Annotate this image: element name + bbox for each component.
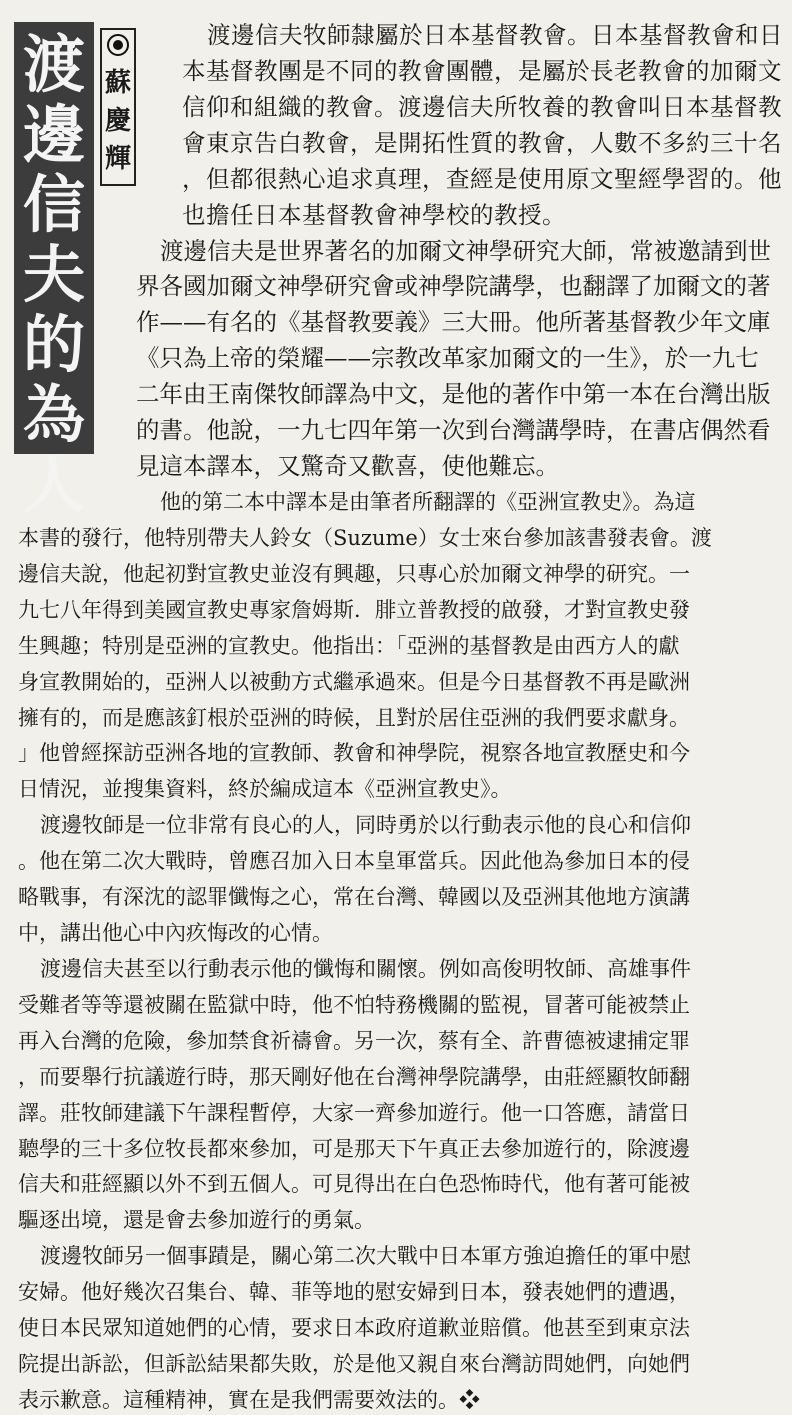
text-line: 渡邊信夫是世界著名的加爾文神學研究大師，常被邀請到世 — [160, 236, 771, 265]
text-line: 受難者等等還被關在監獄中時，他不怕特務機關的監視，冒著可能被禁止 — [18, 992, 690, 1017]
text-line: 聽學的三十多位牧長都來參加，可是那天下午真正去參加遊行的，除渡邊 — [18, 1136, 690, 1161]
title-char: 為 — [22, 378, 85, 451]
text-line: 界各國加爾文神學研究會或神學院講學，也翻譯了加爾文的著 — [136, 272, 771, 301]
quote-line: 擁有的，而是應該釘根於亞洲的時候，且對於居住亞洲的我們要求獻身。 — [18, 705, 690, 730]
text-line: 本書的發行，他特別帶夫人鈴女（Suzume）女士來台參加該書發表會。渡 — [18, 525, 712, 550]
text-line: 見這本譯本，又驚奇又歡喜，使他難忘。 — [136, 452, 559, 481]
text-line: ，而要舉行抗議遊行時，那天剛好他在台灣神學院講學，由莊經顯牧師翻 — [18, 1064, 690, 1089]
text-line: 渡邊牧師另一個事蹟是，關心第二次大戰中日本軍方強迫擔任的軍中慰 — [40, 1244, 691, 1269]
text-line: 生興趣；特別是亞洲的宣教史。他指出：「亞洲的基督教是由西方人的獻 — [18, 633, 680, 658]
text-line: 中，講出他心中內疚悔改的心情。 — [18, 921, 333, 946]
text-line: 也擔任日本基督教會神學校的教授。 — [182, 200, 566, 229]
text-line: 渡邊信夫甚至以行動表示他的懺悔和關懷。例如高俊明牧師、高雄事件 — [40, 956, 691, 981]
text-line: 信夫和莊經顯以外不到五個人。可見得出在白色恐怖時代，他有著可能被 — [18, 1172, 690, 1197]
text-line: 安婦。他好幾次召集台、韓、菲等地的慰安婦到日本，發表她們的遭遇， — [18, 1280, 690, 1305]
text-line: 的書。他說，一九七四年第一次到台灣講學時，在書店偶然看 — [136, 416, 771, 445]
text-line: 渡邊牧師是一位非常有良心的人，同時勇於以行動表示他的良心和信仰 — [40, 813, 691, 838]
title-char: 信 — [22, 168, 85, 241]
text-line: 九七八年得到美國宣教史專家詹姆斯．腓立普教授的啟發，才對宣教史發 — [18, 597, 690, 622]
text-line: 渡邊信夫牧師隸屬於日本基督教會。日本基督教會和日 — [207, 21, 783, 49]
text-line: 邊信夫說，他起初對宣教史並沒有興趣，只專心於加爾文神學的研究。一 — [18, 561, 690, 586]
text-line: 院提出訴訟，但訴訟結果都失敗，於是他又親自來台灣訪問她們，向她們 — [18, 1352, 690, 1377]
text-line: 略戰事，有深沈的認罪懺悔之心，常在台灣、韓國以及亞洲其他地方演講 — [18, 885, 690, 910]
text-line: 驅逐出境，還是會去參加遊行的勇氣。 — [18, 1208, 375, 1233]
title-char: 人 — [22, 448, 85, 521]
title-char: 邊 — [22, 98, 85, 171]
article-title — [14, 22, 94, 521]
title-char: 的 — [22, 308, 85, 381]
bullseye-icon — [107, 34, 129, 56]
text-line: 使日本民眾知道她們的心情，要求日本政府道歉並賠償。他甚至到東京法 — [18, 1316, 690, 1341]
title-char: 夫 — [22, 238, 85, 311]
text-line: 《只為上帝的榮耀——宗教改革家加爾文的一生》，於一九七 — [136, 344, 759, 373]
text-line: 日情況，並搜集資料，終於編成這本《亞洲宣教史》。 — [18, 777, 512, 802]
text-line: 作——有名的《基督教要義》三大冊。他所著基督教少年文庫 — [136, 308, 771, 337]
quote-line: 身宣教開始的，亞洲人以被動方式繼承過來。但是今日基督教不再是歐洲 — [18, 669, 690, 694]
text-line: 表示歉意。這種精神，實在是我們需要效法的。❖ — [18, 1388, 480, 1412]
text-line: 」他曾經探訪亞洲各地的宣教師、教會和神學院，視察各地宣教歷史和今 — [18, 741, 690, 766]
text-line: 本基督教團是不同的教會團體，是屬於長老教會的加爾文 — [182, 56, 782, 85]
text-line: 再入台灣的危險，參加禁食祈禱會。另一次，蔡有全、許曹德被逮捕定罪 — [18, 1028, 690, 1053]
author-byline — [100, 28, 136, 186]
title-char: 渡 — [22, 28, 85, 101]
text-line: 二年由王南傑牧師譯為中文，是他的著作中第一本在台灣出版 — [136, 380, 771, 409]
author-char: 慶 — [104, 106, 131, 136]
text-line: 譯。莊牧師建議下午課程暫停，大家一齊參加遊行。他一口答應，請當日 — [18, 1100, 690, 1125]
author-char: 蘇 — [104, 68, 131, 98]
text-line: 他的第二本中譯本是由筆者所翻譯的《亞洲宣教史》。為這 — [160, 489, 696, 514]
text-line: 。他在第二次大戰時，曾應召加入日本皇軍當兵。因此他為參加日本的侵 — [18, 849, 690, 874]
author-char: 輝 — [104, 144, 131, 174]
text-line: ，但都很熱心追求真理，查經是使用原文聖經學習的。他 — [182, 164, 782, 193]
text-line: 信仰和組織的教會。渡邊信夫所牧養的教會叫日本基督教 — [182, 92, 782, 121]
text-line: 會東京告白教會，是開拓性質的教會，人數不多約三十名 — [182, 128, 782, 157]
